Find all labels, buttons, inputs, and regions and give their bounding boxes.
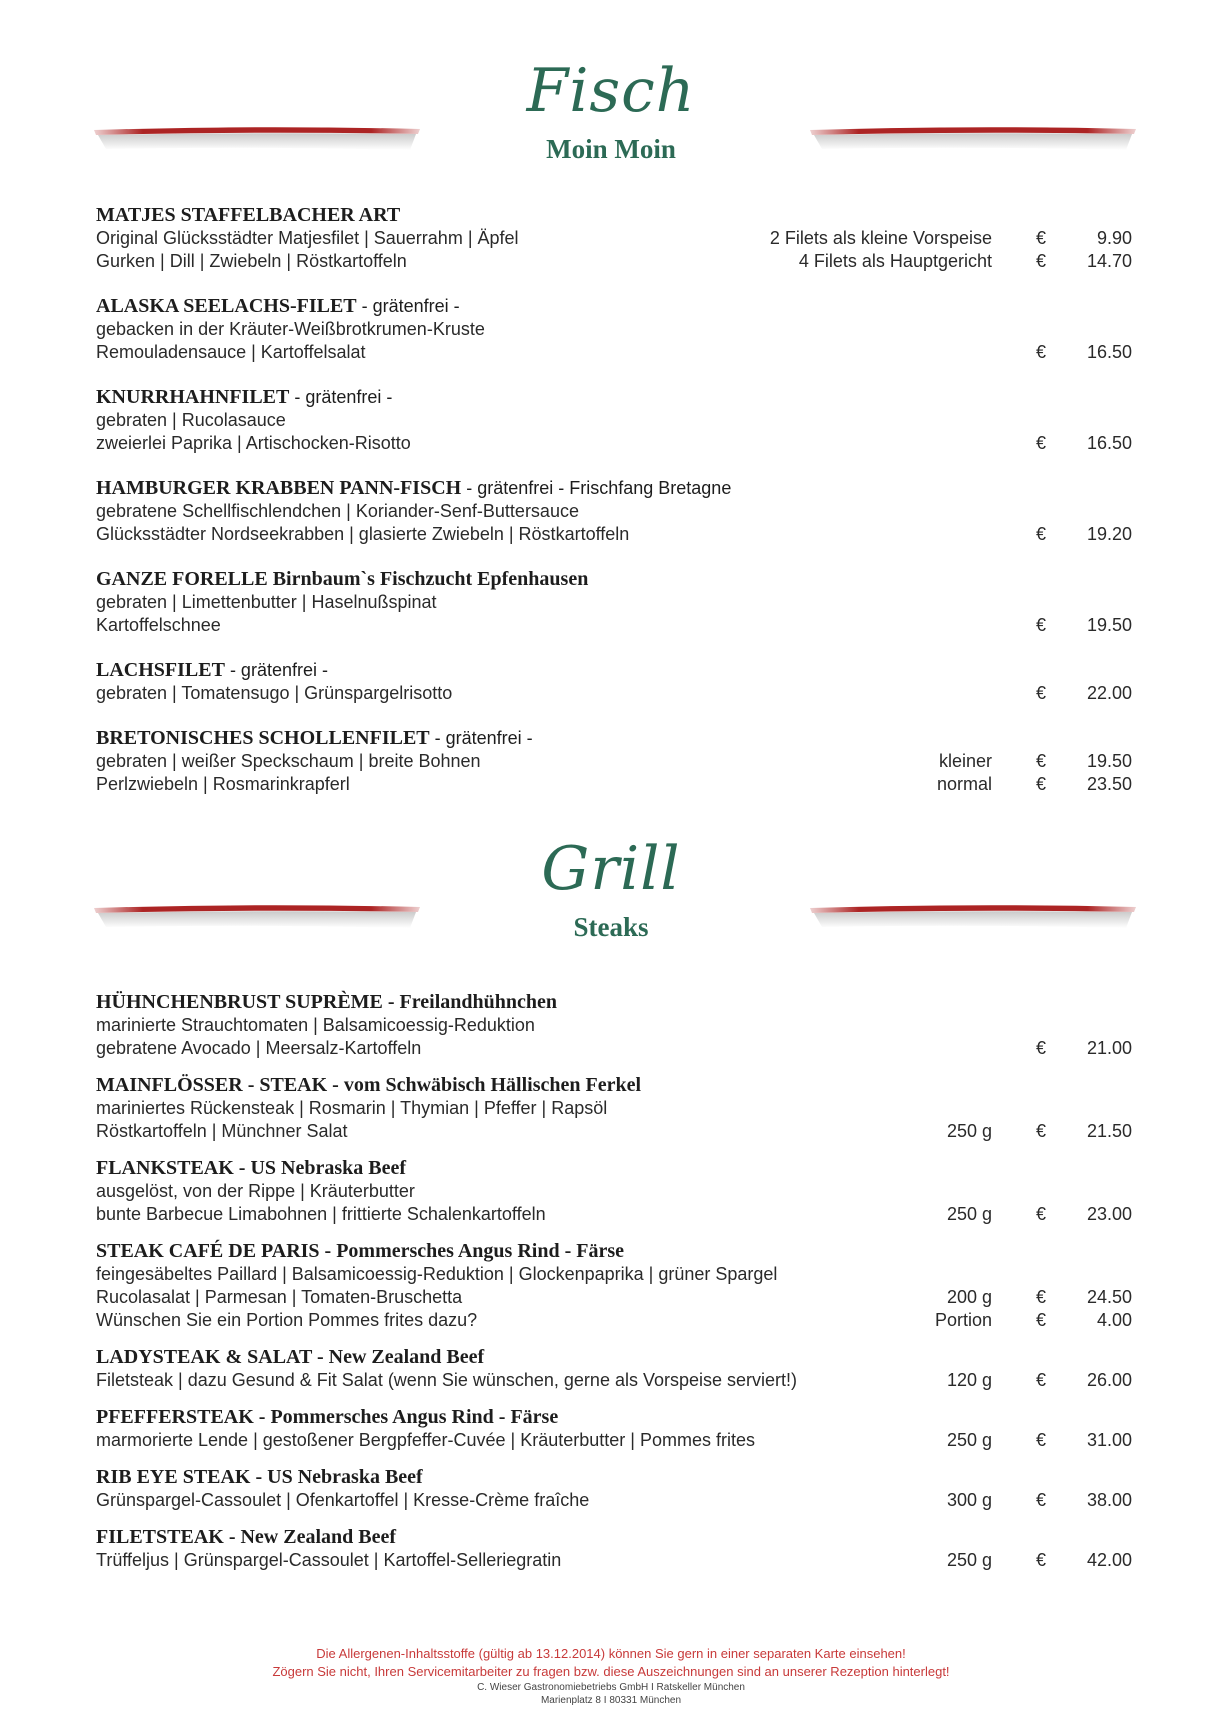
item-price: 19.50	[1086, 615, 1132, 635]
item-description: Perlzwiebeln | Rosmarinkrapferl	[96, 774, 350, 794]
grill-section-header	[0, 830, 1222, 970]
item-price: 21.50	[1086, 1121, 1132, 1141]
menu-item-line	[96, 1037, 1136, 1060]
allergen-note-line2: Zögern Sie nicht, Ihren Servicemitarbeiter zu fragen bzw. diese Auszeichnungen sind an unserer Rezeption hinterlegt!	[272, 1664, 950, 1679]
item-portion: 120 g	[946, 1370, 992, 1390]
item-description: gebratene Avocado | Meersalz-Kartoffeln	[96, 1038, 422, 1058]
item-description: bunte Barbecue Limabohnen | frittierte Schalenkartoffeln	[96, 1204, 546, 1224]
menu-item-line	[96, 1489, 1136, 1512]
menu-item	[96, 1466, 1136, 1512]
menu-item-line	[96, 1286, 1136, 1309]
allergen-note-line1: Die Allergenen-Inhaltsstoffe (gültig ab 13.12.2014) können Sie gern in einer separaten Karte einsehen!	[316, 1646, 906, 1661]
item-description: marmorierte Lende | gestoßener Bergpfeffer-Cuvée | Kräuterbutter | Pommes frites	[96, 1430, 755, 1450]
item-portion: 300 g	[946, 1490, 992, 1510]
item-description: Kartoffelschnee	[96, 615, 221, 635]
menu-item-line	[96, 432, 1136, 455]
euro-sign: €	[1036, 1490, 1047, 1510]
menu-item-title: LADYSTEAK & SALAT - New Zealand Beef	[96, 1346, 485, 1368]
menu-item-line	[96, 318, 1136, 341]
euro-sign: €	[1036, 1038, 1047, 1058]
item-price: 19.50	[1086, 751, 1132, 771]
item-description: gebacken in der Kräuter-Weißbrotkrumen-Kruste	[96, 319, 485, 339]
item-price: 23.00	[1086, 1204, 1132, 1224]
menu-item	[96, 1526, 1136, 1572]
item-price: 24.50	[1086, 1287, 1132, 1307]
item-price: 22.00	[1086, 683, 1132, 703]
menu-item-title: STEAK CAFÉ DE PARIS - Pommersches Angus Rind - Färse	[96, 1240, 624, 1262]
menu-item	[96, 1157, 1136, 1226]
euro-sign: €	[1036, 774, 1047, 794]
euro-sign: €	[1036, 1370, 1047, 1390]
euro-sign: €	[1036, 251, 1047, 271]
menu-item-title: HÜHNCHENBRUST SUPRÈME - Freilandhühnchen	[96, 991, 558, 1013]
euro-sign: €	[1036, 342, 1047, 362]
menu-item-line	[96, 1120, 1136, 1143]
euro-sign: €	[1036, 228, 1047, 248]
company-name: C. Wieser Gastronomiebetriebs GmbH I Ratskeller München	[477, 1682, 745, 1693]
menu-item-line	[96, 500, 1136, 523]
item-description: gebraten | Rucolasauce	[96, 410, 286, 430]
menu-item-title: KNURRHAHNFILET - grätenfrei -	[96, 386, 393, 408]
menu-item-line	[96, 523, 1136, 546]
item-description: Original Glücksstädter Matjesfilet | Sauerrahm | Äpfel	[96, 228, 519, 248]
item-description: Glücksstädter Nordseekrabben | glasierte Zwiebeln | Röstkartoffeln	[96, 524, 630, 544]
item-description: zweierlei Paprika | Artischocken-Risotto	[96, 433, 411, 453]
menu-item-line	[96, 1203, 1136, 1226]
item-price: 16.50	[1086, 433, 1132, 453]
item-portion: 250 g	[946, 1121, 992, 1141]
menu-item-line	[96, 341, 1136, 364]
item-description: Filetsteak | dazu Gesund & Fit Salat (wenn Sie wünschen, gerne als Vorspeise serviert!)	[96, 1370, 798, 1390]
menu-item-title: LACHSFILET - grätenfrei -	[96, 659, 328, 681]
menu-item-line	[96, 614, 1136, 637]
menu-item-line	[96, 1549, 1136, 1572]
item-description: Wünschen Sie ein Portion Pommes frites dazu?	[96, 1310, 478, 1330]
euro-sign: €	[1036, 751, 1047, 771]
item-price: 23.50	[1086, 774, 1132, 794]
euro-sign: €	[1036, 1550, 1047, 1570]
item-price: 16.50	[1086, 342, 1132, 362]
item-portion: 250 g	[946, 1550, 992, 1570]
menu-item-title: BRETONISCHES SCHOLLENFILET - grätenfrei -	[96, 727, 533, 749]
item-portion: Portion	[934, 1310, 992, 1330]
item-price: 26.00	[1086, 1370, 1132, 1390]
menu-item	[96, 204, 1136, 273]
menu-item	[96, 568, 1136, 637]
item-description: Gurken | Dill | Zwiebeln | Röstkartoffeln	[96, 251, 407, 271]
item-description: gebraten | weißer Speckschaum | breite Bohnen	[96, 751, 481, 771]
grill-menu-list	[96, 991, 1136, 1586]
fisch-subtitle: Moin Moin	[546, 134, 676, 164]
item-description: Röstkartoffeln | Münchner Salat	[96, 1121, 348, 1141]
item-portion: 4 Filets als Hauptgericht	[798, 251, 992, 271]
menu-item-line	[96, 591, 1136, 614]
item-portion: kleiner	[938, 751, 992, 771]
item-price: 4.00	[1096, 1310, 1132, 1330]
menu-item	[96, 659, 1136, 705]
menu-item	[96, 1406, 1136, 1452]
item-description: marinierte Strauchtomaten | Balsamicoessig-Reduktion	[96, 1015, 535, 1035]
item-description: mariniertes Rückensteak | Rosmarin | Thymian | Pfeffer | Rapsöl	[96, 1098, 608, 1118]
item-description: feingesäbeltes Paillard | Balsamicoessig-Reduktion | Glockenpaprika | grüner Spargel	[96, 1264, 778, 1284]
menu-item-line	[96, 1014, 1136, 1037]
euro-sign: €	[1036, 433, 1047, 453]
item-portion: 2 Filets als kleine Vorspeise	[769, 228, 992, 248]
item-description: gebraten | Tomatensugo | Grünspargelrisotto	[96, 683, 453, 703]
menu-item-title: RIB EYE STEAK - US Nebraska Beef	[96, 1466, 423, 1488]
menu-item	[96, 1074, 1136, 1143]
menu-item	[96, 991, 1136, 1060]
menu-item-line	[96, 773, 1136, 796]
company-address: Marienplatz 8 I 80331 München	[540, 1695, 682, 1706]
euro-sign: €	[1036, 615, 1047, 635]
menu-item-title: HAMBURGER KRABBEN PANN-FISCH - grätenfrei - Frischfang Bretagne	[96, 477, 732, 499]
grill-subtitle: Steaks	[573, 912, 649, 942]
euro-sign: €	[1036, 1204, 1047, 1224]
item-price: 38.00	[1086, 1490, 1132, 1510]
item-description: gebraten | Limettenbutter | Haselnußspinat	[96, 592, 437, 612]
item-description: Grünspargel-Cassoulet | Ofenkartoffel | Kresse-Crème fraîche	[96, 1490, 590, 1510]
item-description: Trüffeljus | Grünspargel-Cassoulet | Kartoffel-Selleriegratin	[96, 1550, 562, 1570]
item-price: 9.90	[1096, 228, 1132, 248]
menu-item-title: PFEFFERSTEAK - Pommersches Angus Rind - Färse	[96, 1406, 559, 1428]
menu-item-line	[96, 1180, 1136, 1203]
menu-item	[96, 727, 1136, 796]
menu-item-line	[96, 1309, 1136, 1332]
euro-sign: €	[1036, 1121, 1047, 1141]
menu-item-line	[96, 227, 1136, 250]
item-description: Remouladensauce | Kartoffelsalat	[96, 342, 366, 362]
item-portion: 250 g	[946, 1204, 992, 1224]
menu-item-title: MATJES STAFFELBACHER ART	[96, 204, 401, 226]
menu-item-line	[96, 682, 1136, 705]
euro-sign: €	[1036, 1430, 1047, 1450]
item-description: gebratene Schellfischlendchen | Koriander-Senf-Buttersauce	[96, 501, 579, 521]
item-price: 42.00	[1086, 1550, 1132, 1570]
menu-item-line	[96, 1369, 1136, 1392]
menu-item-line	[96, 1097, 1136, 1120]
item-price: 19.20	[1086, 524, 1132, 544]
fisch-menu-list	[96, 204, 1136, 818]
euro-sign: €	[1036, 683, 1047, 703]
menu-item-title: MAINFLÖSSER - STEAK - vom Schwäbisch Hällischen Ferkel	[96, 1074, 642, 1096]
menu-item-line	[96, 1429, 1136, 1452]
menu-item-line	[96, 1263, 1136, 1286]
euro-sign: €	[1036, 524, 1047, 544]
item-price: 14.70	[1086, 251, 1132, 271]
menu-item-title: ALASKA SEELACHS-FILET - grätenfrei -	[96, 295, 460, 317]
menu-item	[96, 1240, 1136, 1332]
fisch-script-title: Fisch	[526, 56, 696, 126]
euro-sign: €	[1036, 1310, 1047, 1330]
menu-item-title: FLANKSTEAK - US Nebraska Beef	[96, 1157, 407, 1179]
footer	[0, 1645, 1222, 1707]
menu-item-title: FILETSTEAK - New Zealand Beef	[96, 1526, 397, 1548]
grill-script-title: Grill	[541, 834, 681, 904]
menu-item	[96, 477, 1136, 546]
menu-item-line	[96, 250, 1136, 273]
fisch-section-header	[0, 52, 1222, 192]
item-price: 31.00	[1086, 1430, 1132, 1450]
item-price: 21.00	[1086, 1038, 1132, 1058]
euro-sign: €	[1036, 1287, 1047, 1307]
item-description: ausgelöst, von der Rippe | Kräuterbutter	[96, 1181, 415, 1201]
item-portion: 200 g	[946, 1287, 992, 1307]
item-description: Rucolasalat | Parmesan | Tomaten-Bruschetta	[96, 1287, 463, 1307]
menu-item	[96, 386, 1136, 455]
menu-item	[96, 1346, 1136, 1392]
item-portion: 250 g	[946, 1430, 992, 1450]
menu-item	[96, 295, 1136, 364]
menu-item-line	[96, 750, 1136, 773]
menu-item-title: GANZE FORELLE Birnbaum`s Fischzucht Epfenhausen	[96, 568, 589, 590]
item-portion: normal	[936, 774, 992, 794]
menu-item-line	[96, 409, 1136, 432]
